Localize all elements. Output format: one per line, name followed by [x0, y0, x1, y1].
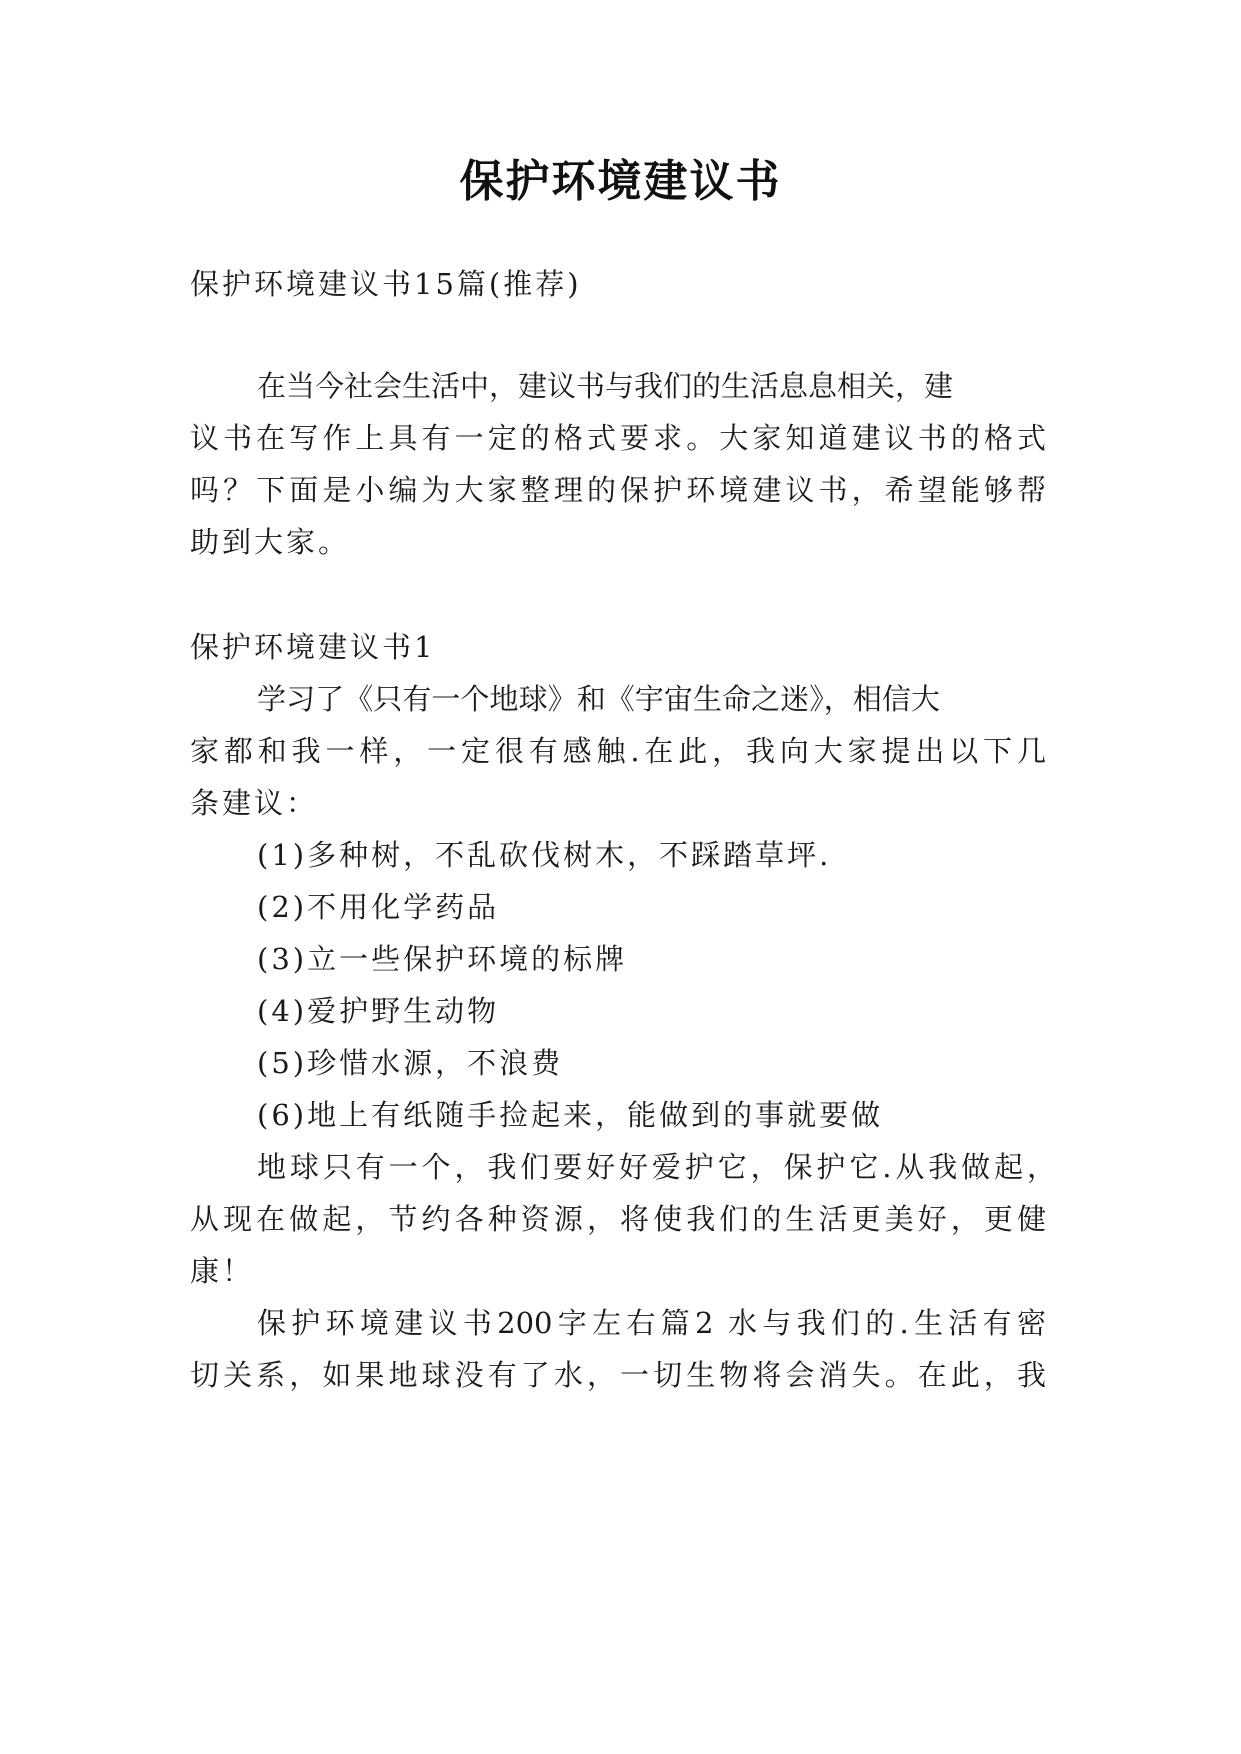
intro-line: 吗？下面是小编为大家整理的保护环境建议书，希望能够帮: [190, 473, 1046, 507]
paragraph-line: 地球只有一个，我们要好好爱护它，保护它.从我做起，: [257, 1150, 1056, 1184]
paragraph-line: 康！: [190, 1254, 255, 1288]
suggestion-item: (6)地上有纸随手捡起来，能做到的事就要做: [257, 1098, 884, 1132]
intro-line: 助到大家。: [190, 525, 351, 559]
paragraph-line: 家都和我一样，一定很有感触.在此，我向大家提出以下几: [190, 734, 1046, 768]
suggestion-item: (5)珍惜水源，不浪费: [257, 1046, 564, 1080]
suggestion-item: (1)多种树，不乱砍伐树木，不踩踏草坪.: [257, 838, 832, 872]
intro-line: 在当今社会生活中，建议书与我们的生活息息相关，建: [257, 369, 954, 403]
paragraph-line: 从现在做起，节约各种资源，将使我们的生活更美好，更健: [190, 1202, 1046, 1236]
paragraph-line: 切关系，如果地球没有了水，一切生物将会消失。在此，我: [190, 1358, 1046, 1392]
section-heading: 保护环境建议书1: [190, 630, 436, 664]
paragraph-line: 条建议：: [190, 786, 319, 820]
suggestion-item: (4)爱护野生动物: [257, 994, 500, 1028]
paragraph-line: 学习了《只有一个地球》和《宇宙生命之迷》，相信大: [257, 682, 940, 716]
intro-line: 议书在写作上具有一定的格式要求。大家知道建议书的格式: [190, 421, 1046, 455]
paragraph-line: 保护环境建议书200字左右篇2 水与我们的.生活有密: [257, 1306, 1046, 1340]
document-subtitle: 保护环境建议书15篇(推荐): [190, 267, 582, 301]
suggestion-item: (2)不用化学药品: [257, 890, 500, 924]
suggestion-item: (3)立一些保护环境的标牌: [257, 942, 628, 976]
document-title: 保护环境建议书: [459, 156, 782, 207]
